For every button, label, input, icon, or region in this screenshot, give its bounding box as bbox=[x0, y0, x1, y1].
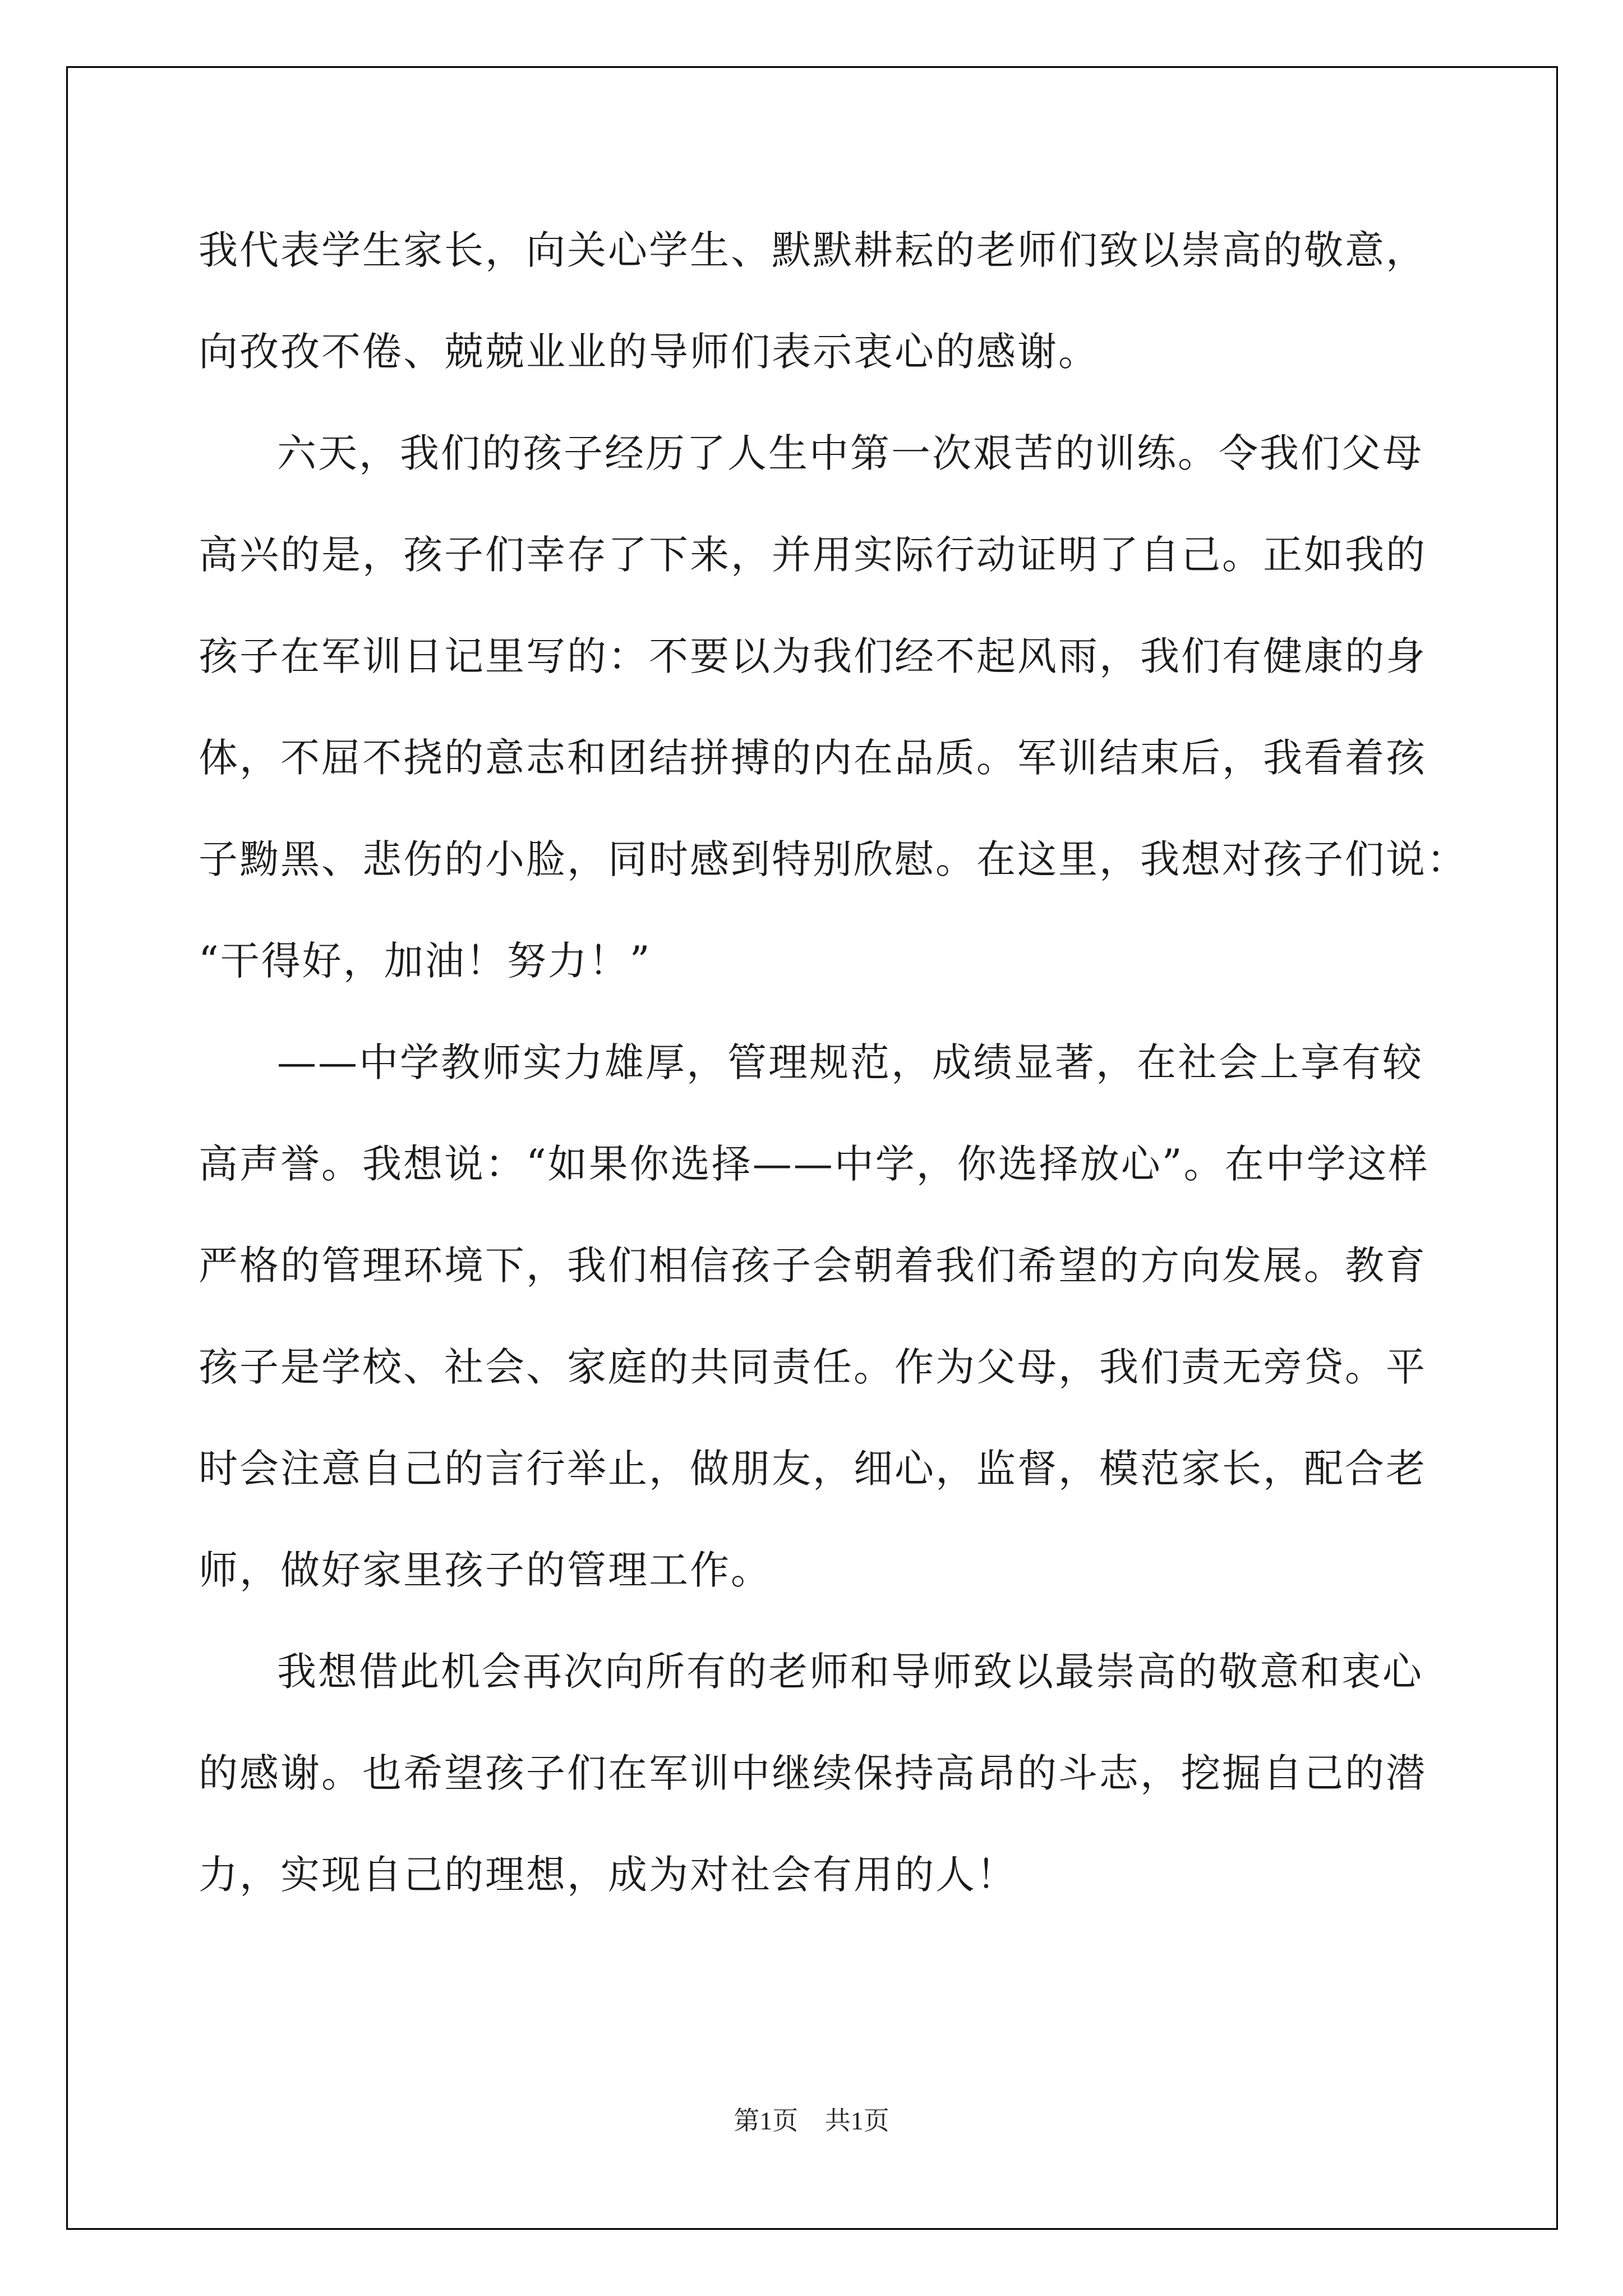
text-line: 师，做好家里孩子的管理工作。 bbox=[199, 1547, 772, 1593]
document-body bbox=[199, 200, 1468, 1926]
text-line: 子黝黑、悲伤的小脸，同时感到特别欣慰。在这里，我想对孩子们说： bbox=[199, 836, 1468, 882]
text-line: 向孜孜不倦、兢兢业业的导师们表示衷心的感谢。 bbox=[199, 329, 1099, 375]
text-line: 严格的管理环境下，我们相信孩子会朝着我们希望的方向发展。教育 bbox=[199, 1243, 1427, 1289]
text-line: ——中学教师实力雄厚，管理规范，成绩显著，在社会上享有较 bbox=[277, 1039, 1423, 1085]
paragraph-4 bbox=[199, 1621, 1435, 1926]
text-line: 的感谢。也希望孩子们在军训中继续保持高昂的斗志，挖掘自己的潜 bbox=[199, 1750, 1427, 1796]
page-number-current: 第1页 bbox=[734, 2106, 799, 2135]
text-line: 体，不屈不挠的意志和团结拼搏的内在品质。军训结束后，我看着孩 bbox=[199, 735, 1427, 781]
text-line: 力，实现自己的理想，成为对社会有用的人！ bbox=[199, 1852, 1017, 1898]
paragraph-2 bbox=[199, 403, 1468, 1012]
text-line: 六天，我们的孩子经历了人生中第一次艰苦的训练。令我们父母 bbox=[277, 430, 1423, 476]
text-line: 高兴的是，孩子们幸存了下来，并用实际行动证明了自己。正如我的 bbox=[199, 532, 1427, 578]
page-footer bbox=[0, 2100, 1623, 2137]
text-line: 我想借此机会再次向所有的老师和导师致以最崇高的敬意和衷心 bbox=[277, 1649, 1423, 1695]
text-line: 我代表学生家长，向关心学生、默默耕耘的老师们致以崇高的敬意， bbox=[199, 227, 1427, 273]
page-number-total: 共1页 bbox=[824, 2106, 889, 2135]
paragraph-1 bbox=[199, 200, 1435, 403]
text-line: 孩子是学校、社会、家庭的共同责任。作为父母，我们责无旁贷。平 bbox=[199, 1344, 1427, 1390]
text-line: 孩子在军训日记里写的：不要以为我们经不起风雨，我们有健康的身 bbox=[199, 633, 1427, 679]
text-line: 高声誉。我想说：“如果你选择——中学，你选择放心”。在中学这样 bbox=[199, 1141, 1430, 1187]
paragraph-3 bbox=[199, 1012, 1435, 1621]
text-line: 时会注意自己的言行举止，做朋友，细心，监督，模范家长，配合老 bbox=[199, 1446, 1427, 1492]
text-line: “干得好，加油！努力！” bbox=[199, 938, 652, 984]
